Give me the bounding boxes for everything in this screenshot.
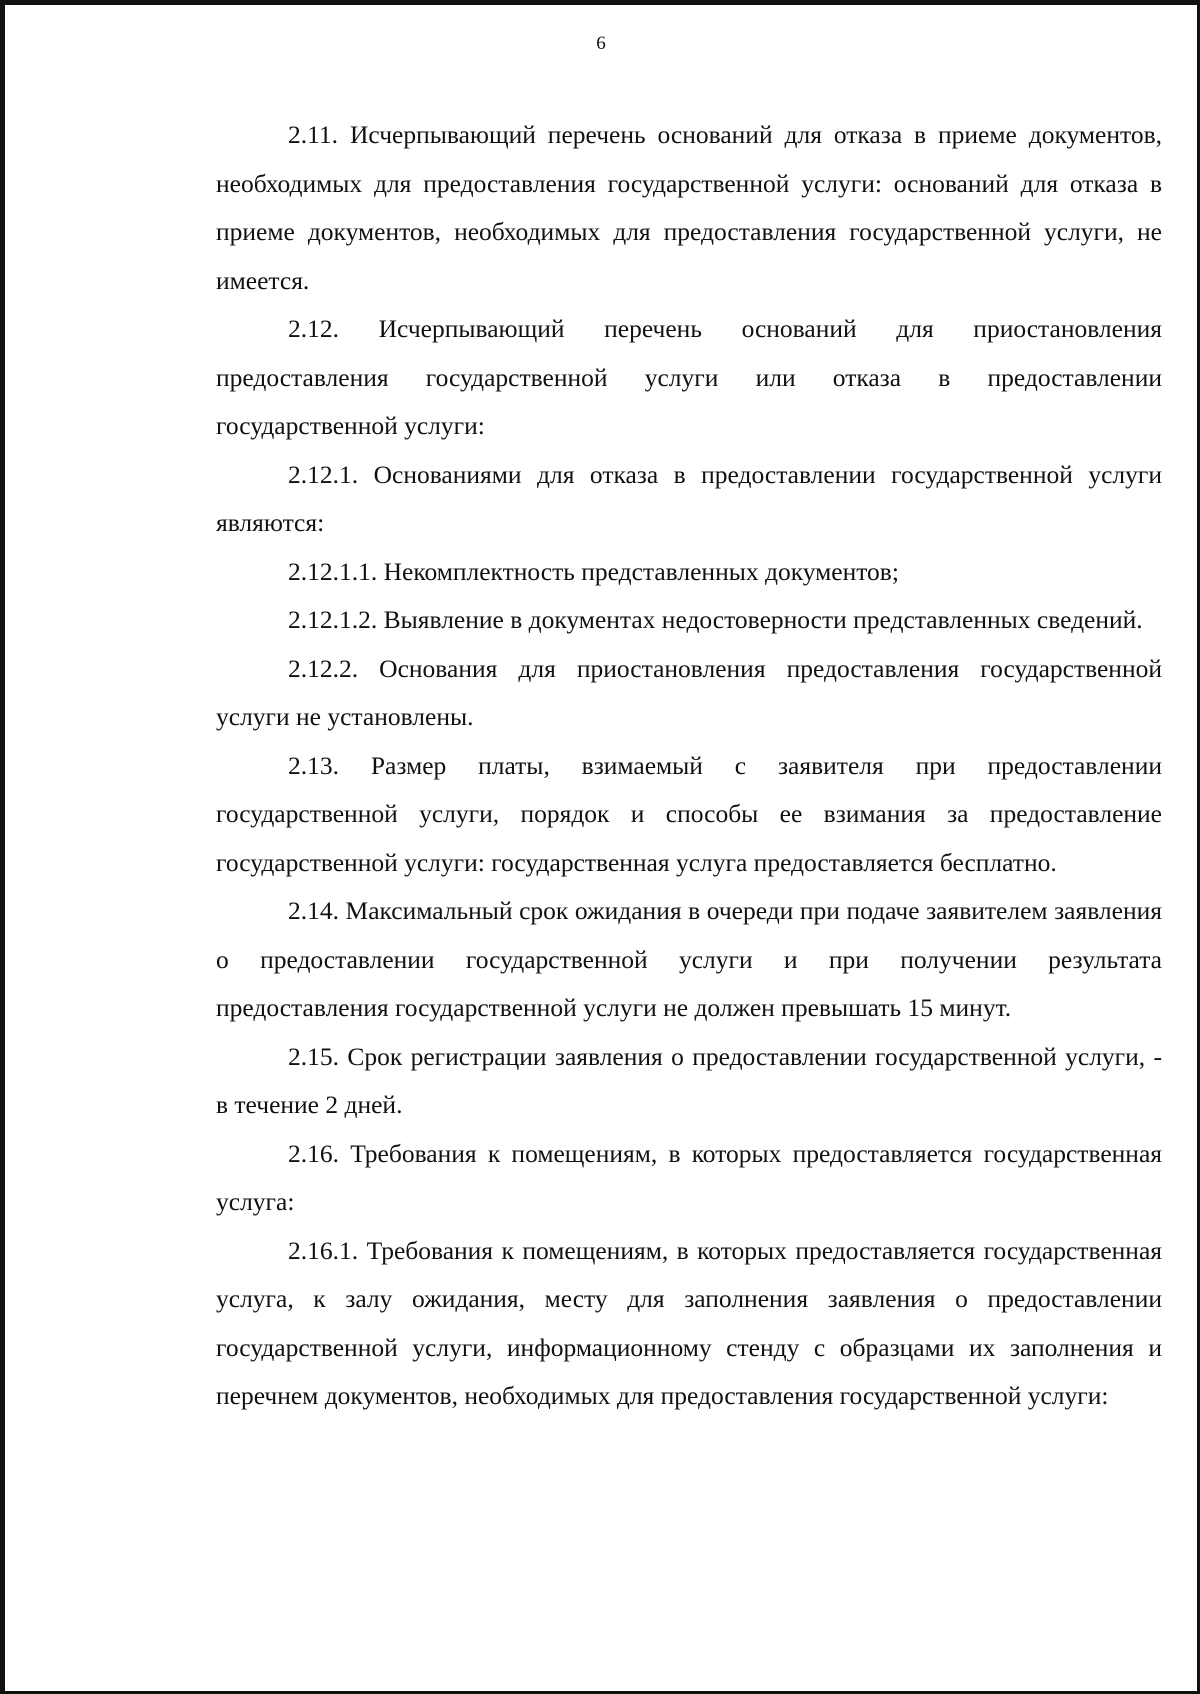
paragraph-2-12-2: 2.12.2. Основания для приостановления предоставления государственной услуги не установлены. — [216, 653, 1162, 731]
document-body — [216, 111, 1162, 1421]
paragraph-2-16: 2.16. Требования к помещениям, в которых предоставляется государственная услуга: — [216, 1138, 1162, 1216]
paragraph-2-15: 2.15. Срок регистрации заявления о предоставлении государственной услуги, - в течение 2 дней. — [216, 1041, 1162, 1119]
paragraph-2-11: 2.11. Исчерпывающий перечень оснований для отказа в приеме документов, необходимых для предоставления государственной услуги: оснований для отказа в приеме документов, необходимых для предоставления государственной услуги, не имеется. — [216, 120, 1162, 295]
paragraph-2-12: 2.12. Исчерпывающий перечень оснований для приостановления предоставления государственной услуги или отказа в предоставлении государственной услуги: — [216, 314, 1162, 440]
paragraph-2-13: 2.13. Размер платы, взимаемый с заявителя при предоставлении государственной услуги, порядок и способы ее взимания за предоставление государственной услуги: государственная услуга предоставляется бесплатно. — [216, 750, 1162, 877]
page-number: 6 — [596, 33, 606, 54]
paragraph-2-14: 2.14. Максимальный срок ожидания в очереди при подаче заявителем заявления о предоставлении государственной услуги и при получении результата предоставления государственной услуги не должен превышать 15 минут. — [216, 896, 1162, 1022]
paragraph-2-16-1: 2.16.1. Требования к помещениям, в которых предоставляется государственная услуга, к залу ожидания, месту для заполнения заявления о предоставлении государственной услуги, информационному стенду с образцами их заполнения и перечнем документов, необходимых для предоставления государственной услуги: — [216, 1235, 1162, 1410]
paragraph-2-12-1-1: 2.12.1.1. Некомплектность представленных документов; — [288, 556, 899, 586]
paragraph-2-12-1: 2.12.1. Основаниями для отказа в предоставлении государственной услуги являются: — [216, 459, 1162, 537]
paragraph-2-12-1-2: 2.12.1.2. Выявление в документах недостоверности представленных сведений. — [288, 605, 1143, 634]
